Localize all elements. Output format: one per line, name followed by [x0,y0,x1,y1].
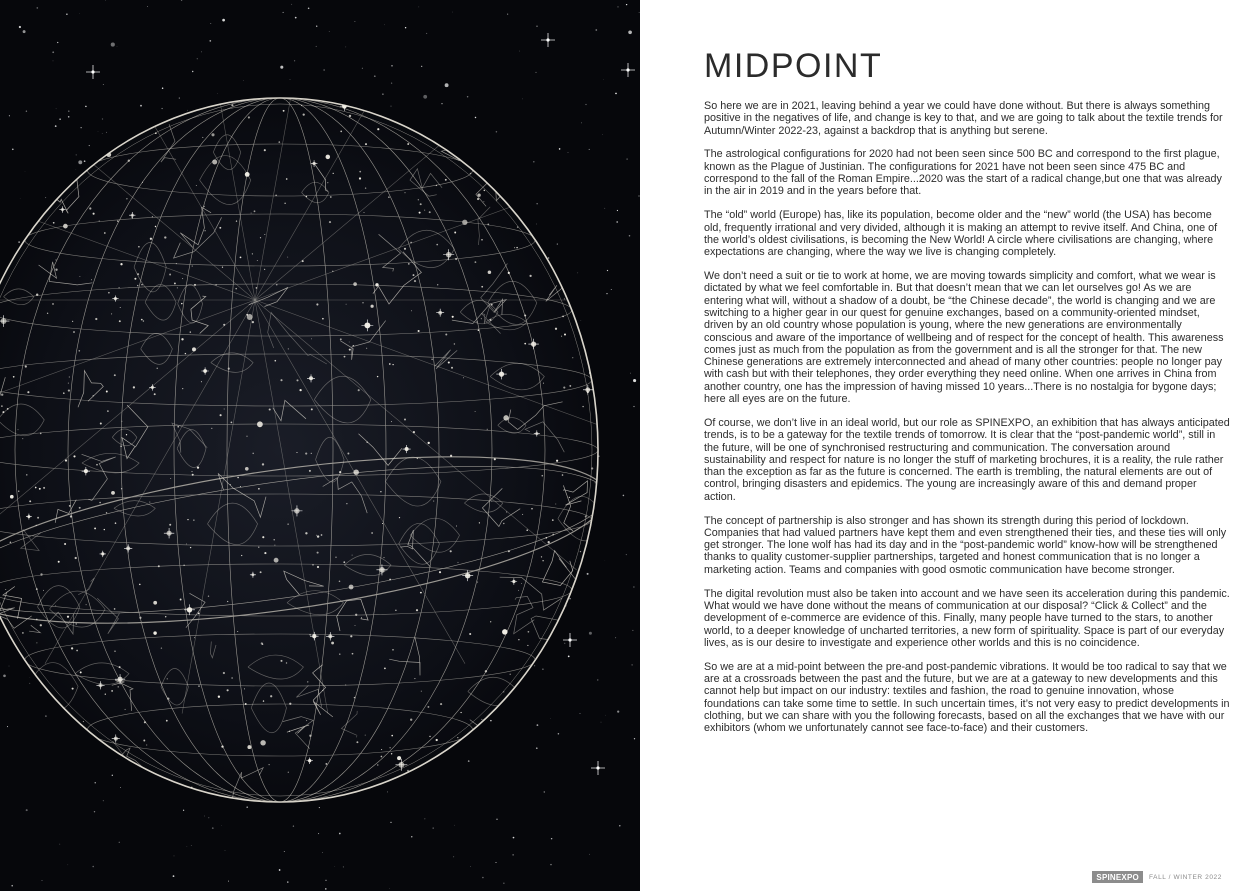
article-paragraph: The concept of partnership is also stronger and has shown its strength during this period of lockdown. Companies that had valued partners have kept them and even strengthened their ties, and these ties will only get stronger. The lone wolf has had its day and in the “post-pandemic world” know-how will be strengthened thanks to quality customer-supplier partnerships, targeted and honest communication that is no longer a marketing action. Teams and companies with good osmotic communication have become stronger. [704,514,1227,576]
season-label: FALL / WINTER 2022 [1148,873,1222,881]
article-paragraph: We don’t need a suit or tie to work at home, we are moving towards simplicity and comfort, what we wear is dictated by what we feel comfortable in. But that doesn’t mean that we can let ourselves go! As we are entering what will, without a shadow of a doubt, be “the Chinese decade”, the world is changing and we are switching to a higher gear in our quest for genuine exchanges, based on a community-oriented mindset, driven by an old country whose population is young, where the new generations are environmentally conscious and aware of the importance of wellbeing and of respect for the concept of health. This awareness comes just as much from the population as from the government and is all the stronger for that. The new Chinese generations are extremely interconnected and ahead of many other countries: people no longer pay with cash but with their telephones, they order everything they need online. When one arrives in China from another country, one has the impression of having missed 10 years...There is no nostalgia for bygone days; here all eyes are on the future. [704,270,1224,406]
article-paragraph: So here we are in 2021, leaving behind a year we could have done without. But there is always something positive in the negatives of life, and change is key to that, and we are going to talk about the textile trends for Autumn/Winter 2022-23, against a backdrop that is anything but serene. [704,100,1223,137]
article-paragraph: The “old” world (Europe) has, like its population, become older and the “new” world (the USA) has become old, frequently irrational and very divided, although it is making an attempt to revive itself. And China, one of the world’s oldest civilisations, is becoming the New World! A circle where civilisations are changing, where expectations are changing, where the way we live is changing completely. [704,209,1218,259]
article-paragraph: The astrological configurations for 2020 had not been seen since 500 BC and correspond to the first plague, known as the Plague of Justinian. The configurations for 2021 have not been seen since 475 BC and correspond to the fall of the Roman Empire...2020 was the start of a radical change,but one that was already in the air in 2019 and in the years before that. [704,148,1222,198]
page-footer [1092,871,1222,883]
article-body [704,100,1230,735]
article-page [640,0,1260,891]
article-paragraph: So we are at a mid-point between the pre-and post-pandemic vibrations. It would be too radical to say that we are at a crossroads between the past and the future, but we are at a gateway to new developments and this cannot help but impact on our industry: textiles and fashion, the road to genuine innovation, whose foundations can take some time to settle. In such uncertain times, it’s not very easy to predict developments in clothing, but we can share with you the following forecasts, based on all the exchanges that we have with our exhibitors (whom we unfortunately cannot see face-to-face) and their customers. [704,660,1230,735]
article-paragraph: Of course, we don’t live in an ideal world, but our role as SPINEXPO, an exhibition that has always anticipated trends, is to be a gateway for the textile trends of tomorrow. It is clear that the “post-pandemic world”, still in the future, will be one of synchronised restructuring and communication. The conversation around sustainability and respect for nature is no longer the stuff of marketing brochures, it is a reality, the rule rather than the exception as far as the future is concerned. The earth is trembling, the natural elements are out of control, bringing disasters and epidemics. The young are increasingly aware of this and demand proper action. [704,416,1230,503]
brand-logo: SPINEXPO [1092,871,1143,883]
article-paragraph: The digital revolution must also be taken into account and we have seen its acceleration during this pandemic. What would we have done without the means of communication at our disposal? “Click & Collect” and the development of e-commerce are evidence of this. Finally, many people have turned to the stars, to another world, to a deeper knowledge of uncharted territories, a new form of spirituality. Space is part of our everyday lives, as is our desire to investigate and experience other worlds and this is no coincidence. [704,587,1230,649]
article-title: MIDPOINT [704,47,883,85]
